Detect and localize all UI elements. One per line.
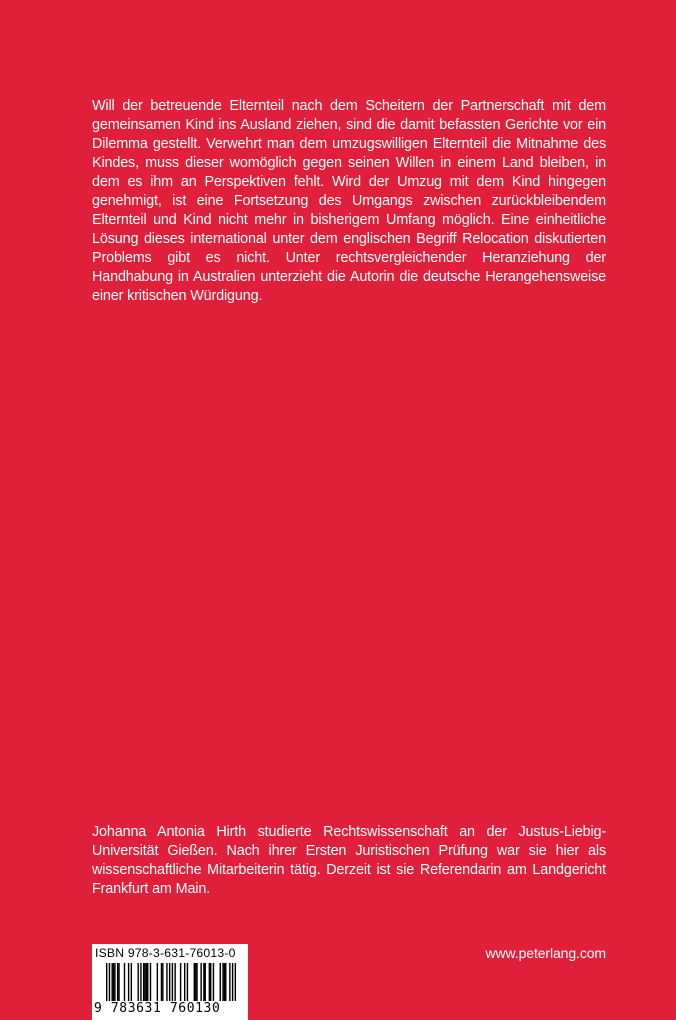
barcode-bar [200,963,201,1001]
barcode-bar [114,963,115,1001]
barcode-bar [144,963,145,1001]
book-description: Will der betreuende Elternteil nach dem Scheitern der Partnerschaft mit dem gemeinsamen Kind ins Ausland ziehen, sind die damit befassten Gerichte vor ein Dilemma gestellt. Verwehrt man dem umzugswilligen Elternteil die Mitnahme des Kindes, muss dieser womöglich gegen seinen Willen in einem Land bleiben, in dem es ihm an Perspektiven fehlt. Wird der Umzug mit dem Kind hingegen genehmigt, ist eine Fortsetzung des Umgangs zwischen zurückbleibendem Elternteil und Kind nicht mehr in bisherigem Umfang möglich. Eine einheitliche Lösung dieses international unter dem englischen Begriff Relocation diskutierten Problems gibt es nicht. Unter rechtsvergleichender Heranziehung der Handhabung in Australien unterzieht die Autorin die deutsche Herangehensweise einer kritischen Würdigung. [92,98,606,304]
barcode-bar [195,963,196,1001]
isbn-number: ISBN 978-3-631-76013-0 [95,946,236,960]
barcode-bar [146,963,147,1001]
barcode-bar [166,963,167,1001]
barcode-bar [222,963,223,1001]
author-biography: Johanna Antonia Hirth studierte Rechtswissenschaft an der Justus-Liebig-Universität Gießen. Nach ihrer Ersten Juristischen Prüfung war sie hier als wissenschaftliche Mitarbeiterin tätig. Derzeit ist sie Referendarin am Landgericht Frankfurt am Main. [92,824,606,897]
barcode-bar [184,963,185,1001]
barcode-bar [220,963,221,1001]
barcode-bar [162,963,163,1001]
barcode-bar [196,963,197,1001]
barcode-bar [137,963,138,1001]
barcode-bar [225,963,226,1001]
barcode-bar [229,963,230,1001]
barcode-bar [180,963,181,1001]
barcode-bar [150,963,151,1001]
barcode-bar [194,963,195,1001]
barcode-bar [131,963,132,1001]
barcode-bar [140,963,141,1001]
barcode-bar [174,963,175,1001]
barcode-bar [117,963,118,1001]
publisher-website[interactable]: www.peterlang.com [485,945,606,961]
barcode-bar [210,963,211,1001]
barcode-digits: 9 783631 760130 [94,1001,246,1016]
barcode-bar [203,963,204,1001]
isbn-barcode-block [92,944,248,1020]
barcode-bar [124,963,125,1001]
barcode-bar [205,963,206,1001]
barcode-bar [213,963,214,1001]
barcode-bar [224,963,225,1001]
barcode-bar [187,963,188,1001]
barcode-bar [143,963,144,1001]
barcode-bar [128,963,129,1001]
barcode-bar [157,963,158,1001]
barcode-bar [147,963,148,1001]
barcode-bar [118,963,119,1001]
barcode-bar [161,963,162,1001]
barcode-bar [111,963,112,1001]
barcode-bar [209,963,210,1001]
barcode-bar [113,963,114,1001]
